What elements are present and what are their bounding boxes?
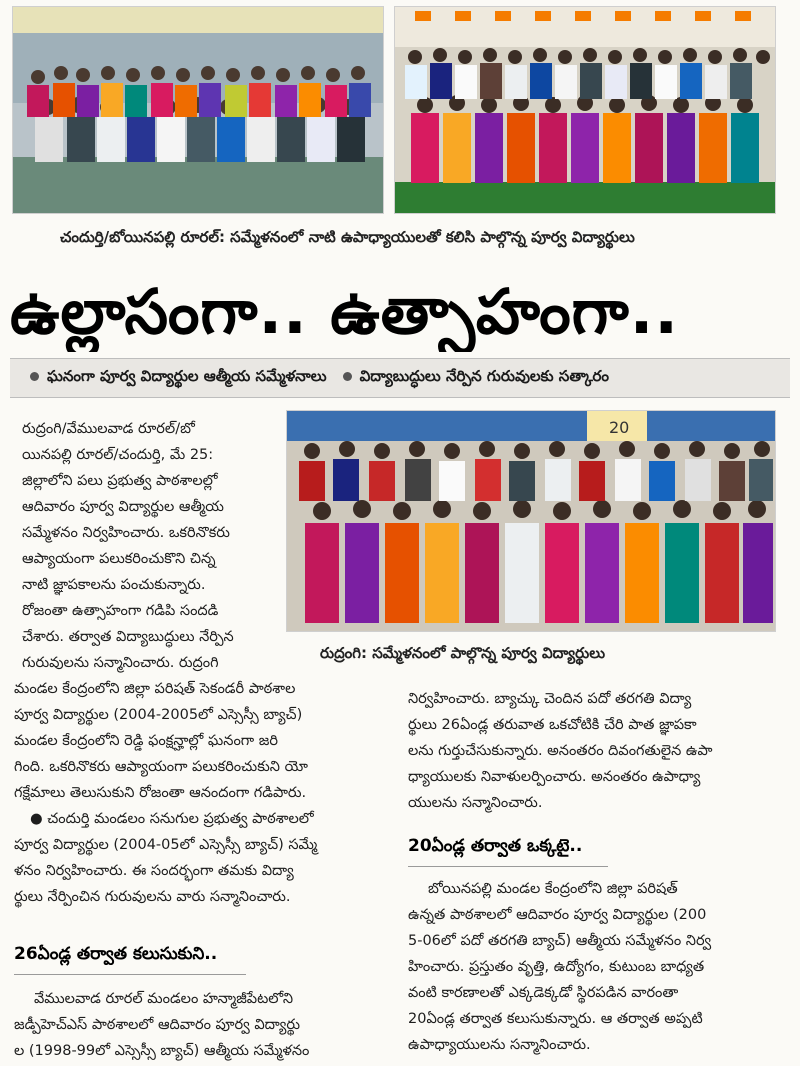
text-line: పూర్వ విద్యార్థుల (2004-2005లో ఎస్సెస్సీ బ్యాచ్) — [14, 707, 303, 723]
subheadline-bar — [10, 358, 790, 398]
column1-bottom-text — [14, 986, 400, 1064]
text-line: ఉపాధ్యాయులను సన్మానించారు. — [408, 1037, 591, 1053]
text-line: నిర్వహించారు. బ్యాచ్కు చెందిన పదో తరగతి విద్యా — [408, 691, 692, 707]
subhead-26-years: 26ఏండ్ల తర్వాత కలుసుకుని.. — [14, 944, 246, 975]
text-line: ల (1998-99లో ఎస్సెస్సీ బ్యాచ్) ఆత్మీయ సమ్మేళనం — [14, 1043, 310, 1059]
text-line: పూర్వ విద్యార్థుల (2004-05లో ఎస్సెస్సీ బ్యాచ్) సమ్మే — [14, 837, 318, 853]
text-line: మండల కేంద్రంలోని రెడ్డి ఫంక్షన్హాల్లో ఘనంగా జరి — [14, 733, 278, 749]
text-line: ర్థులు నేర్పించిన గురువులను వారు సన్మానించారు. — [14, 889, 291, 905]
text-line: బోయినపల్లి మండల కేంద్రంలోని జిల్లా పరిషత్ — [428, 881, 678, 897]
middle-photo-caption: రుద్రంగి: సమ్మేళనంలో పాల్గొన్న పూర్వ విద్యార్థులు — [320, 644, 606, 662]
banner-number: 20 — [609, 418, 630, 437]
text-line: ● చందుర్తి మండలం సనుగుల ప్రభుత్వ పాఠశాలలో — [30, 811, 314, 827]
headline: ఉల్లాసంగా.. ఉత్సాహంగా.. — [10, 275, 679, 348]
text-line: ఆప్యాయంగా పలుకరించుకొని చిన్న — [22, 551, 216, 567]
column2-bottom-text — [408, 876, 786, 1058]
text-line: ళనం నిర్వహించారు. ఈ సందర్భంగా తమకు విద్యా — [14, 863, 294, 879]
text-line: గక్షేమాలు తెలుసుకుని రోజంతా ఆనందంగా గడిపారు. — [14, 785, 307, 801]
text-line: ఆదివారం పూర్వ విద్యార్థుల ఆత్మీయ — [22, 499, 224, 515]
top-photo-caption: చందుర్తి/బోయినపల్లి రూరల్: సమ్మేళనంలో నాటి ఉపాధ్యాయులతో కలిసి పాల్గొన్న పూర్వ విద్యార్థులు — [60, 228, 635, 246]
text-line: ఉన్నత పాఠశాలలో ఆదివారం పూర్వ విద్యార్థుల (200 — [408, 907, 707, 923]
text-line: సమ్మేళనం నిర్వహించారు. ఒకరినొకరు — [22, 525, 230, 541]
subheadline-1: ఘనంగా పూర్వ విద్యార్థుల ఆత్మీయ సమ్మేళనాలు — [30, 367, 327, 389]
text-line: ధ్యాయులకు నివాళులర్పించారు. అనంతరం ఉపాధ్యా — [408, 769, 701, 785]
column1-wide-text — [14, 676, 400, 910]
text-line: గురువులను సన్మానించారు. రుద్రంగి — [22, 655, 219, 671]
text-line: జిల్లాలోని పలు ప్రభుత్వ పాఠశాలల్లో — [22, 473, 218, 489]
text-line: చేశారు. తర్వాత విద్యాబుద్ధులు నేర్పిన — [22, 629, 234, 645]
bullet-icon — [30, 372, 39, 381]
group-photo-middle — [286, 410, 776, 632]
group-photo-left — [12, 6, 384, 214]
text-line: లను గుర్తుచేసుకున్నారు. అనంతరం దివంగతులైన ఉపా — [408, 743, 713, 759]
text-line: హించారు. ప్రస్తుతం వృత్తి, ఉద్యోగం, కుటుంబ బాధ్యత — [408, 959, 705, 975]
text-line: 5-06లో పదో తరగతి బ్యాచ్) ఆత్మీయ సమ్మేళనం నిర్వ — [408, 933, 712, 949]
text-line: మండల కేంద్రంలోని జిల్లా పరిషత్ సెకండరీ పాఠశాల — [14, 681, 296, 697]
text-line: గింది. ఒకరినొకరు ఆప్యాయంగా పలుకరించుకుని యో — [14, 759, 308, 775]
text-line: నాటి జ్ఞాపకాలను పంచుకున్నారు. — [22, 577, 206, 593]
column2-top-text — [408, 686, 786, 816]
subhead-20-years: 20ఏండ్ల తర్వాత ఒక్కటై.. — [408, 836, 608, 867]
text-line: వంటి కారణాలతో ఎక్కడెక్కడో స్థిరపడిన వారంతా — [408, 985, 679, 1001]
text-line: ర్థులు 26ఏండ్ల తరువాత ఒకచోటికి చేరి పాత జ్ఞాపకా — [408, 717, 697, 733]
text-line: రోజంతా ఉత్సాహంగా గడిపి సందడి — [22, 603, 219, 619]
column1-top-text — [22, 416, 280, 676]
subheadline-2: విద్యాబుద్ధులు నేర్పిన గురువులకు సత్కారం — [343, 367, 609, 389]
text-line: జడ్పీహెచ్ఎస్ పాఠశాలలో ఆదివారం పూర్వ విద్యార్థు — [14, 1017, 301, 1033]
bullet-icon — [343, 372, 352, 381]
text-line: 20ఏండ్ల తర్వాత కలుసుకున్నారు. ఆ తర్వాత అప్పటి — [408, 1011, 703, 1027]
text-line: వేములవాడ రూరల్ మండలం హన్మాజీపేటలోని — [34, 991, 294, 1007]
text-line: యినపల్లి రూరల్/చందుర్తి, మే 25: — [22, 447, 214, 463]
group-photo-right — [394, 6, 776, 214]
text-line: యులను సన్మానించారు. — [408, 795, 543, 811]
text-line: రుద్రంగి/వేములవాడ రూరల్/బో — [22, 421, 195, 437]
